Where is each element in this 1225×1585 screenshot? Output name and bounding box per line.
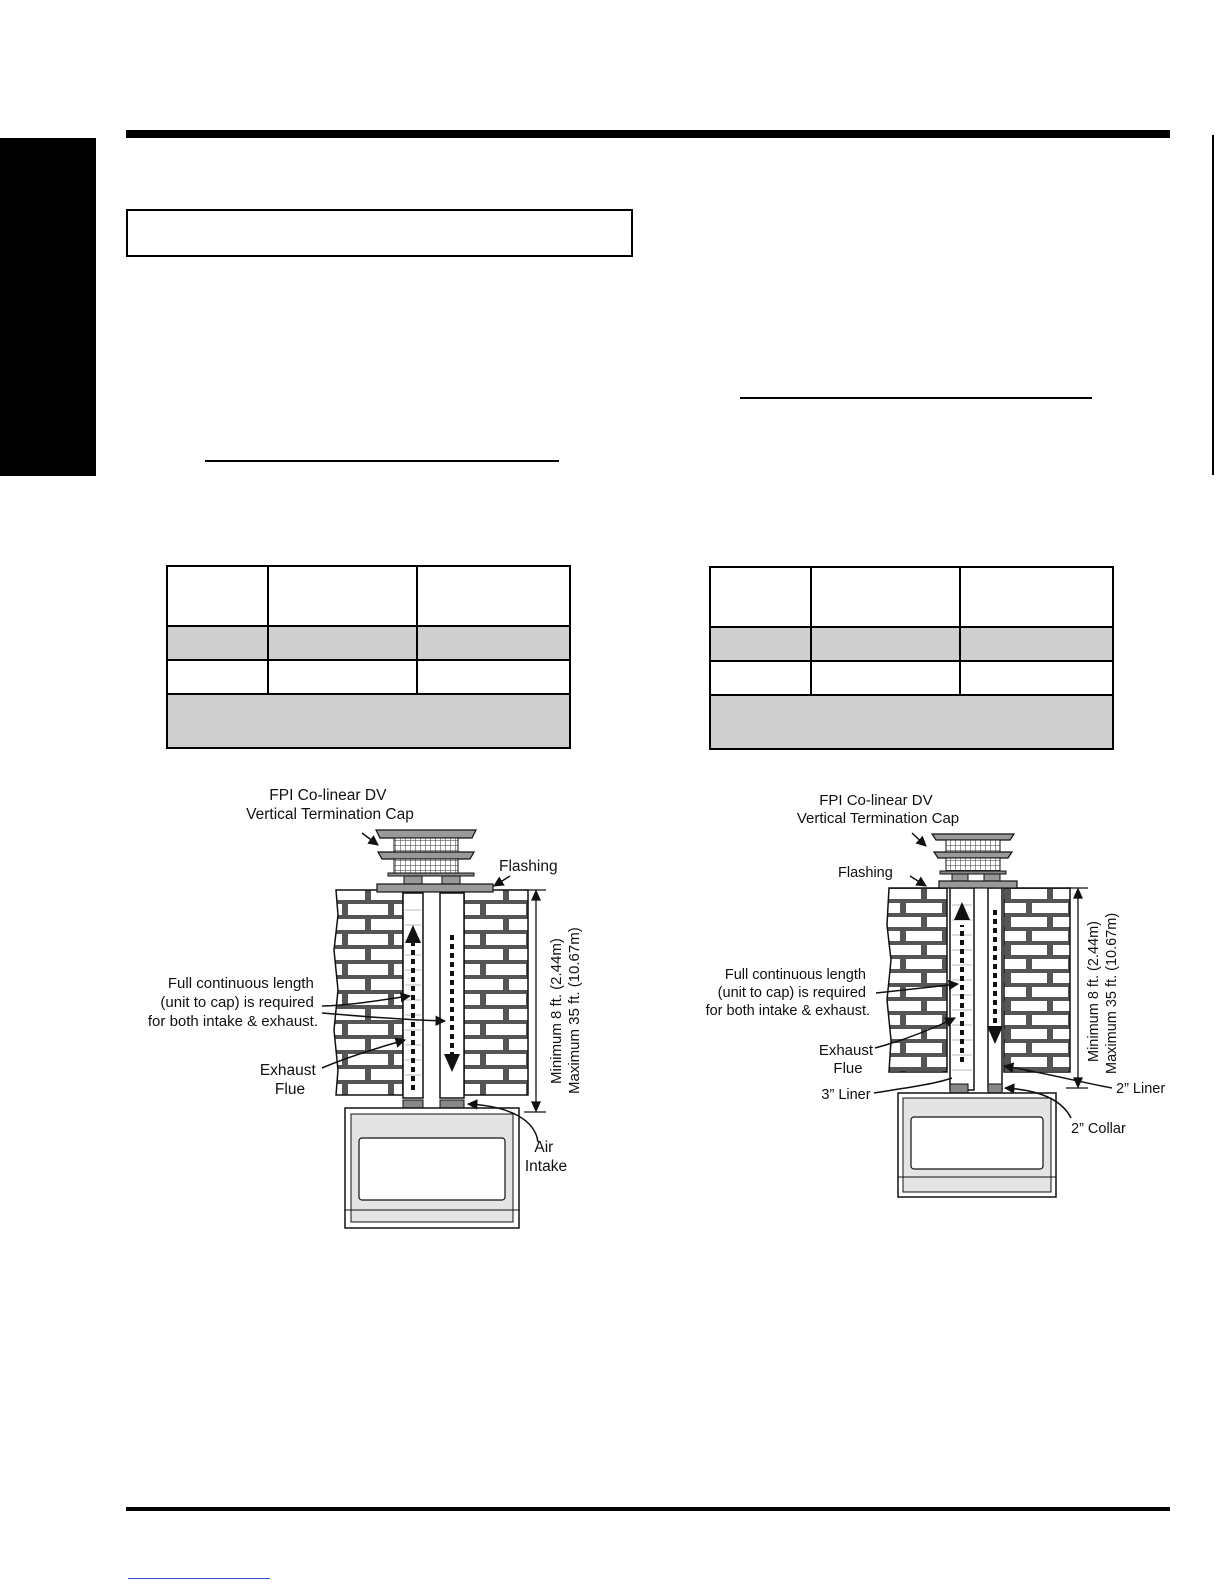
two-inch-collar-label: 2” Collar: [1071, 1121, 1126, 1137]
table-note-row: [167, 694, 570, 748]
minimum-height-label: Minimum 8 ft. (2.44m): [1086, 921, 1102, 1062]
table-cell: [417, 566, 570, 626]
footer-rule: [126, 1507, 1170, 1511]
table-cell: [417, 626, 570, 660]
table-cell: [167, 694, 570, 748]
two-inch-collar: [988, 1084, 1002, 1093]
length-note: Full continuous length (unit to cap) is required for both intake & exhaust.: [705, 967, 870, 1019]
minimum-height-label: Minimum 8 ft. (2.44m): [548, 938, 565, 1084]
table-header-row: [167, 566, 570, 626]
chimney-brick-left: [887, 888, 947, 1072]
length-note: Full continuous length (unit to cap) is required for both intake & exhaust.: [147, 975, 318, 1030]
table-cell: [710, 661, 811, 695]
section-tab: [0, 138, 96, 476]
termination-cap: [376, 830, 476, 885]
vent-table-left: [166, 565, 571, 749]
chimney-brick-right: [464, 890, 528, 1095]
table-row: [710, 661, 1113, 695]
air-intake-label: Air Intake: [524, 1139, 568, 1175]
right-edge-rule: [1212, 135, 1214, 475]
table-header-row: [710, 567, 1113, 627]
footer-link[interactable]: [128, 1578, 270, 1579]
table-cell: [710, 567, 811, 627]
table-cell: [960, 661, 1113, 695]
exhaust-collar: [950, 1084, 968, 1093]
flashing-label: Flashing: [838, 865, 893, 881]
flashing-plate: [377, 884, 493, 892]
underline-right: [740, 397, 1092, 399]
table-cell: [960, 627, 1113, 661]
right-venting-diagram: [690, 780, 1175, 1200]
table-note-row: [710, 695, 1113, 749]
exhaust-flue-label: Exhaust Flue: [259, 1062, 316, 1098]
table-cell: [268, 660, 417, 694]
three-inch-liner-leader: [874, 1078, 952, 1093]
cap-leader: [912, 833, 926, 846]
cap-label: FPI Co-linear DV Vertical Termination Cap: [246, 787, 414, 823]
exhaust-flue-label: Exhaust Flue: [818, 1042, 874, 1077]
table-cell: [710, 627, 811, 661]
cap-label: FPI Co-linear DV Vertical Termination Cap: [796, 792, 960, 827]
table-cell: [811, 567, 960, 627]
table-cell: [811, 661, 960, 695]
table-cell: [167, 626, 268, 660]
table-row: [710, 627, 1113, 661]
chimney-brick-left: [334, 890, 403, 1095]
table-cell: [167, 566, 268, 626]
fireplace-unit: [345, 1108, 519, 1228]
table-cell: [960, 567, 1113, 627]
left-venting-diagram: [110, 780, 590, 1240]
header-rule: [126, 130, 1170, 138]
cap-leader: [362, 833, 378, 845]
chimney-brick-right: [1004, 888, 1070, 1072]
table-row: [167, 660, 570, 694]
three-inch-liner-label: 3” Liner: [821, 1087, 871, 1103]
exhaust-collar: [403, 1100, 423, 1108]
maximum-height-label: Maximum 35 ft. (10.67m): [566, 927, 583, 1094]
flashing-leader: [494, 876, 510, 886]
table-cell: [417, 660, 570, 694]
underline-left: [205, 460, 559, 462]
section-title-box: [126, 209, 633, 257]
table-cell: [167, 660, 268, 694]
flashing-label: Flashing: [499, 858, 558, 875]
flashing-plate: [939, 881, 1017, 888]
table-cell: [268, 566, 417, 626]
two-inch-liner-label: 2” Liner: [1116, 1081, 1166, 1097]
table-cell: [811, 627, 960, 661]
table-cell: [710, 695, 1113, 749]
maximum-height-label: Maximum 35 ft. (10.67m): [1104, 912, 1120, 1074]
table-row: [167, 626, 570, 660]
fireplace-unit: [898, 1093, 1056, 1197]
two-inch-liner: [988, 888, 1002, 1090]
intake-collar: [440, 1100, 464, 1108]
vent-table-right: [709, 566, 1114, 750]
termination-cap: [932, 834, 1014, 881]
table-cell: [268, 626, 417, 660]
flashing-leader: [910, 876, 926, 886]
